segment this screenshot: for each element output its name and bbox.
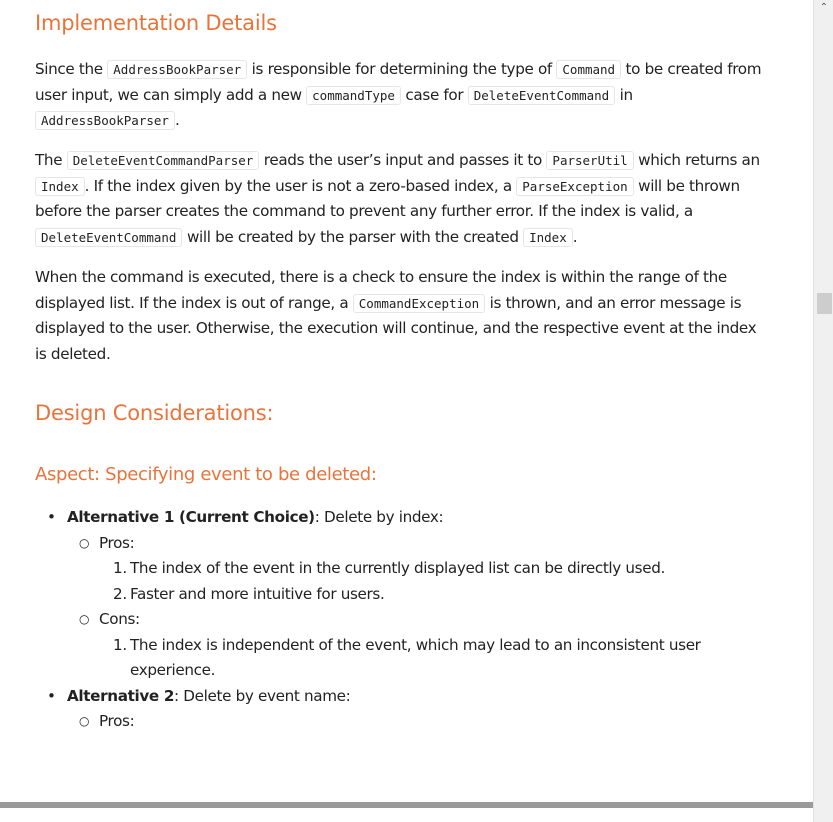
bullet-icon: • bbox=[47, 508, 56, 526]
list-number: 2. bbox=[113, 584, 127, 603]
text: reads the user’s input and passes it to bbox=[259, 151, 547, 169]
cons-label: Cons: bbox=[99, 610, 140, 628]
text: When the command is executed, there is a check to ensure the index is within the range of the displayed list. If the index is out of range, a bbox=[35, 268, 727, 312]
text: . bbox=[174, 111, 180, 129]
pro-text: The index of the event in the currently displayed list can be directly used. bbox=[130, 559, 666, 577]
text: will be created by the parser with the created bbox=[182, 227, 524, 246]
heading-aspect: Aspect: Specifying event to be deleted: bbox=[35, 464, 377, 485]
code-delete-event-command: DeleteEventCommand bbox=[468, 86, 615, 105]
text: to be created from user input, we can simply add a new bbox=[35, 60, 762, 104]
con-text: The index is independent of the event, which may lead to an inconsistent user experience. bbox=[130, 635, 701, 679]
heading-implementation-details: Implementation Details bbox=[35, 11, 277, 35]
list-item bbox=[35, 556, 775, 582]
alt-title: Alternative 2 bbox=[67, 686, 175, 705]
text: is thrown, and an error message is displayed to the user. Otherwise, the execution will continue, and the respective event at the index is deleted. bbox=[35, 293, 757, 363]
list-item-cons bbox=[35, 607, 775, 633]
pros-label: Pros: bbox=[99, 533, 135, 552]
list-item bbox=[35, 633, 720, 684]
paragraph-command-parser bbox=[35, 148, 765, 250]
code-parse-exception: ParseException bbox=[516, 177, 633, 196]
heading-design-considerations: Design Considerations: bbox=[35, 401, 274, 425]
code-index: Index bbox=[523, 228, 573, 247]
pros-label: Pros: bbox=[99, 712, 135, 730]
alt-desc: : Delete by index: bbox=[314, 508, 444, 526]
text: . If the index given by the user is not a zero-based index, a bbox=[84, 176, 517, 195]
scroll-up-arrow-icon[interactable]: ⌃ bbox=[819, 2, 829, 13]
scrollbar-thumb[interactable] bbox=[817, 293, 832, 314]
code-delete-event-command-parser: DeleteEventCommandParser bbox=[67, 151, 260, 170]
list-item-pros bbox=[35, 531, 775, 557]
vertical-scrollbar[interactable] bbox=[813, 0, 833, 822]
text: . bbox=[572, 227, 578, 246]
code-command: Command bbox=[556, 60, 621, 79]
code-command-type: commandType bbox=[306, 86, 401, 105]
code-delete-event-command: DeleteEventCommand bbox=[35, 228, 182, 247]
circle-bullet-icon: ○ bbox=[79, 714, 90, 728]
horizontal-divider-bar bbox=[0, 802, 813, 808]
code-address-book-parser: AddressBookParser bbox=[107, 60, 247, 79]
text: case for bbox=[400, 85, 468, 104]
text: is responsible for determining the type of bbox=[247, 60, 557, 78]
list-number: 1. bbox=[113, 559, 127, 577]
text: The bbox=[35, 151, 67, 169]
text: which returns an bbox=[633, 151, 760, 169]
code-index: Index bbox=[35, 177, 85, 196]
text: Since the bbox=[35, 60, 108, 78]
code-command-exception: CommandException bbox=[353, 294, 485, 313]
code-parser-util: ParserUtil bbox=[546, 151, 633, 170]
circle-bullet-icon: ○ bbox=[79, 535, 90, 550]
list-item-alternative-2 bbox=[35, 684, 775, 710]
list-item-pros bbox=[35, 709, 775, 735]
code-address-book-parser: AddressBookParser bbox=[35, 111, 175, 130]
text: in bbox=[615, 85, 633, 104]
alt-title: Alternative 1 (Current Choice) bbox=[67, 508, 315, 526]
circle-bullet-icon: ○ bbox=[79, 612, 90, 626]
paragraph-parser bbox=[35, 57, 765, 134]
pro-text: Faster and more intuitive for users. bbox=[130, 584, 385, 603]
list-item-alternative-1 bbox=[35, 505, 775, 531]
bullet-icon: • bbox=[47, 686, 56, 705]
list-item bbox=[35, 582, 775, 608]
alt-desc: : Delete by event name: bbox=[174, 686, 351, 705]
list-number: 1. bbox=[113, 635, 127, 654]
paragraph-execution bbox=[35, 265, 765, 367]
alternatives-list bbox=[35, 505, 775, 735]
text: will be thrown before the parser creates the command to prevent any further error. If the index is valid, a bbox=[35, 176, 740, 220]
